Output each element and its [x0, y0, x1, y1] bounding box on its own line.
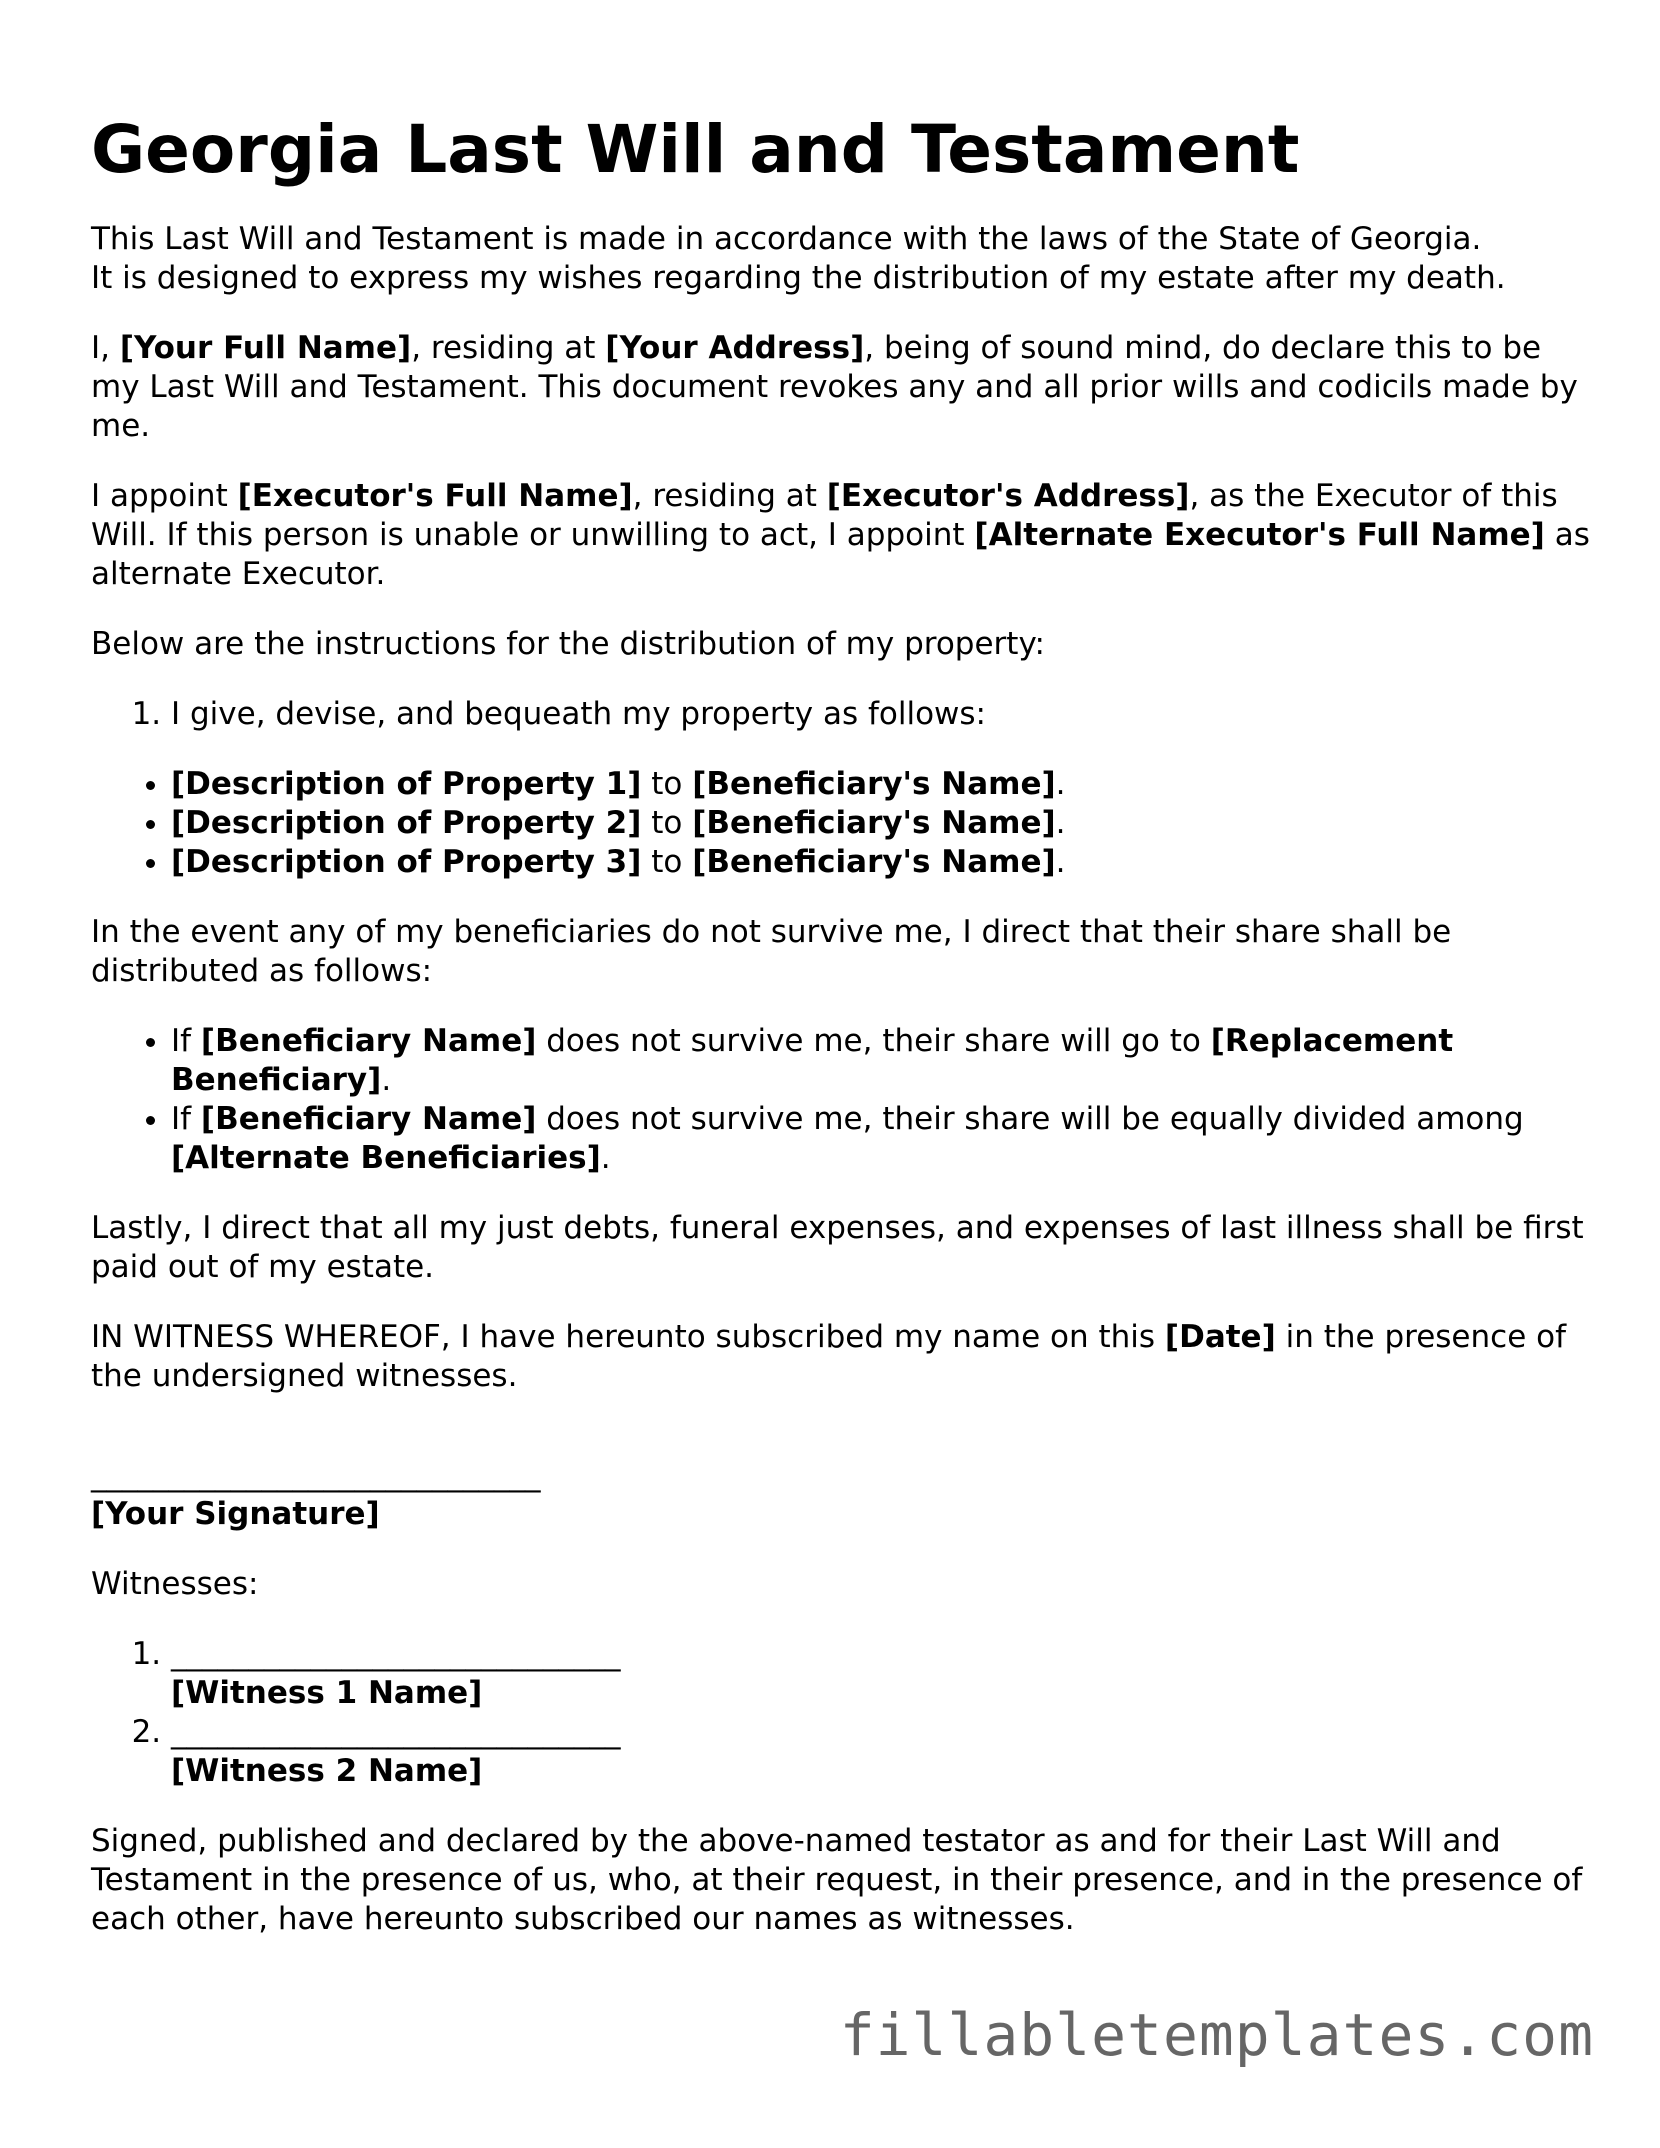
debts-paragraph: Lastly, I direct that all my just debts, funeral expenses, and expenses of last illness shall be first paid out of my estate.: [91, 1210, 1584, 1285]
bequest-list: [91, 765, 1591, 882]
witness-name-label: [Witness 2 Name]: [171, 1753, 483, 1789]
survival-text: does not survive me, their share will be equally divided among: [536, 1101, 1524, 1137]
survival-intro: In the event any of my beneficiaries do not survive me, I direct that their share shall be distributed as follows:: [91, 914, 1452, 989]
bequest-text: .: [1055, 844, 1066, 880]
witness-item: [171, 1713, 1591, 1791]
page-title: Georgia Last Will and Testament: [91, 111, 1300, 188]
declaration-paragraph: [91, 329, 1591, 446]
survival-item: [171, 1100, 1591, 1178]
executor-text: , residing at: [632, 478, 827, 514]
bequest-text: to: [641, 766, 693, 802]
declaration-text: , residing at: [411, 330, 606, 366]
attestation-paragraph: Signed, published and declared by the above-named testator as and for their Last Will and Testament in the presence of us, who, at their request, in their presence, and in the presence of each other, have hereunto subscribed our names as witnesses.: [91, 1823, 1583, 1937]
survival-text: .: [600, 1140, 611, 1176]
testator-signature-block: [91, 1456, 1591, 1534]
witness-item: [171, 1635, 1591, 1713]
watermark: fillabletemplates.com: [839, 2001, 1594, 2069]
executor-paragraph: [91, 477, 1591, 594]
witness-name-label: [Witness 1 Name]: [171, 1675, 483, 1711]
bequest-item: [171, 804, 1591, 843]
signature-line: _____________________________: [91, 1457, 541, 1493]
alternate-executor-field: [Alternate Executor's Full Name]: [974, 517, 1545, 553]
beneficiary-name-field: [Beneficiary Name]: [200, 1101, 537, 1137]
signature-label: [Your Signature]: [91, 1496, 380, 1532]
intro-paragraph: [91, 220, 1591, 298]
witness-clause-text: IN WITNESS WHEREOF, I have hereunto subscribed my name on this: [91, 1319, 1165, 1355]
witness-clause-text: in the presence of the undersigned witnesses.: [91, 1319, 1566, 1394]
survival-text: If: [171, 1101, 201, 1137]
distribution-item: 1. I give, devise, and bequeath my property as follows:: [171, 695, 1591, 734]
date-field: [Date]: [1164, 1319, 1276, 1355]
survival-item: [171, 1022, 1591, 1100]
witness-signature-line: 1. _____________________________: [171, 1636, 621, 1672]
witnesses-label: Witnesses:: [91, 1566, 259, 1602]
bequest-text: to: [641, 805, 693, 841]
bequest-text: .: [1055, 766, 1066, 802]
beneficiary-field: [Beneficiary's Name]: [692, 844, 1056, 880]
bequest-text: to: [641, 844, 693, 880]
executor-name-field: [Executor's Full Name]: [237, 478, 633, 514]
document-page: [91, 110, 1591, 1970]
testator-address-field: [Your Address]: [605, 330, 865, 366]
survival-text: does not survive me, their share will go to: [536, 1023, 1211, 1059]
bequest-item: [171, 765, 1591, 804]
witness-clause: [91, 1318, 1591, 1396]
executor-text: , as the Executor of this Will. If this person is unable or unwilling to act, I appoint: [91, 478, 1558, 553]
declaration-text: I,: [91, 330, 120, 366]
executor-text: I appoint: [91, 478, 238, 514]
executor-text: as alternate Executor.: [91, 517, 1590, 592]
distribution-intro: Below are the instructions for the distribution of my property:: [91, 626, 1045, 662]
alternate-beneficiaries-field: [Alternate Beneficiaries]: [171, 1140, 601, 1176]
property-field: [Description of Property 3]: [171, 844, 642, 880]
beneficiary-field: [Beneficiary's Name]: [692, 805, 1056, 841]
distribution-list: [91, 695, 1591, 734]
witness-list: [91, 1635, 1591, 1791]
property-field: [Description of Property 1]: [171, 766, 642, 802]
intro-line-1: This Last Will and Testament is made in accordance with the laws of the State of Georgia.: [91, 221, 1482, 257]
beneficiary-field: [Beneficiary's Name]: [692, 766, 1056, 802]
intro-line-2: It is designed to express my wishes regarding the distribution of my estate after my death.: [91, 260, 1506, 296]
survival-list: [91, 1022, 1591, 1178]
bequest-item: [171, 843, 1591, 882]
property-field: [Description of Property 2]: [171, 805, 642, 841]
beneficiary-name-field: [Beneficiary Name]: [200, 1023, 537, 1059]
bequest-text: .: [1055, 805, 1066, 841]
declaration-text: , being of sound mind, do declare this to be my Last Will and Testament. This document revokes any and all prior wills and codicils made by me.: [91, 330, 1578, 444]
testator-name-field: [Your Full Name]: [119, 330, 412, 366]
replacement-beneficiary-field: [Replacement Beneficiary]: [171, 1023, 1454, 1098]
survival-text: .: [381, 1062, 392, 1098]
survival-text: If: [171, 1023, 201, 1059]
executor-address-field: [Executor's Address]: [826, 478, 1190, 514]
witness-signature-line: 2. _____________________________: [171, 1714, 621, 1750]
